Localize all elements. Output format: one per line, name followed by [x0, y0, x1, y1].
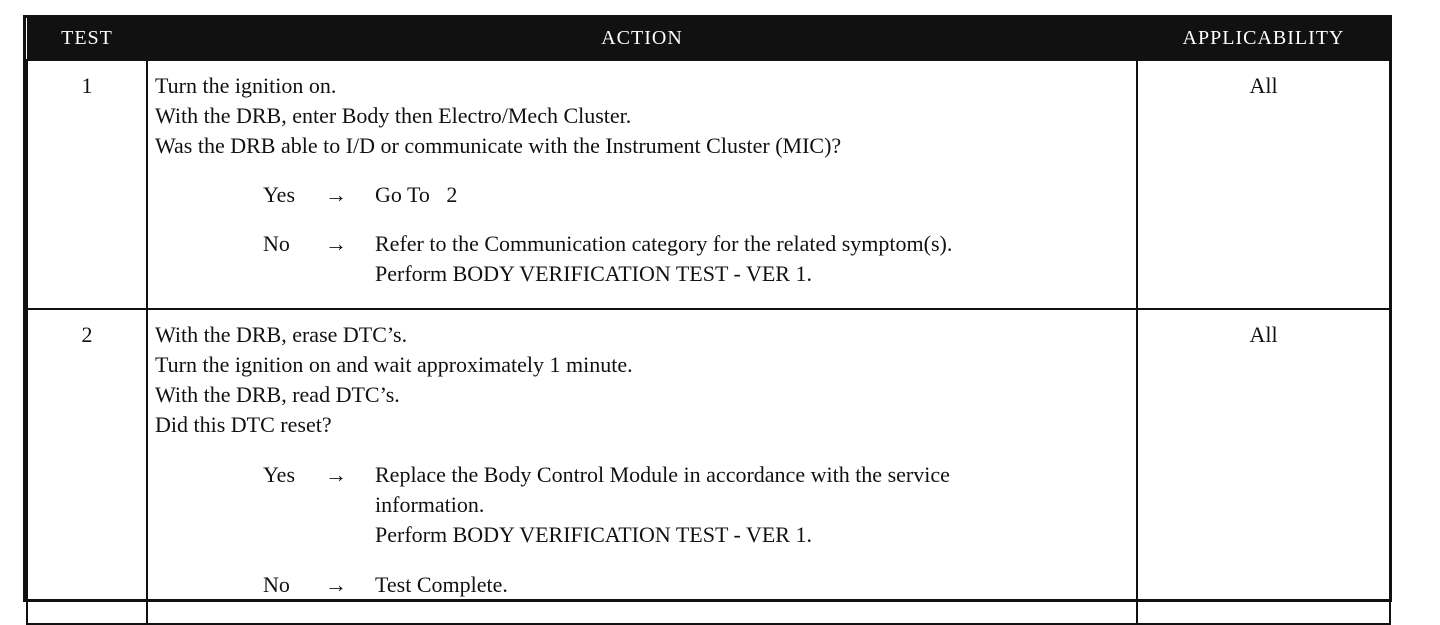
no-result: [375, 229, 952, 289]
result-line: Replace the Body Control Module in accordance with the service: [375, 462, 950, 487]
action-cell: [147, 309, 1137, 624]
table-row: [27, 309, 1390, 624]
arrow-icon: →: [325, 462, 347, 487]
action-line: Turn the ignition on.: [155, 73, 337, 98]
result-line: Perform BODY VERIFICATION TEST - VER 1.: [375, 261, 812, 286]
header-action: ACTION: [147, 18, 1137, 60]
action-line: With the DRB, erase DTC’s.: [155, 322, 408, 347]
no-branch: [155, 570, 1136, 600]
result-line: Go To 2: [375, 182, 458, 207]
action-line: Turn the ignition on and wait approximately 1 minute.: [155, 352, 633, 377]
diagnostic-table: [26, 18, 1391, 625]
arrow-icon: →: [325, 182, 347, 207]
result-line: information.: [375, 492, 485, 517]
table-header-row: [27, 18, 1390, 60]
test-number: 2: [27, 309, 147, 624]
header-applicability: APPLICABILITY: [1137, 18, 1390, 60]
no-label: No: [263, 231, 290, 256]
action-line: Was the DRB able to I/D or communicate with the Instrument Cluster (MIC)?: [155, 133, 842, 158]
action-cell: [147, 60, 1137, 309]
header-test: TEST: [27, 18, 147, 60]
result-line: Perform BODY VERIFICATION TEST - VER 1.: [375, 522, 812, 547]
table-row: [27, 60, 1390, 309]
test-number: 1: [27, 60, 147, 309]
arrow-icon: →: [325, 572, 347, 597]
yes-branch: [155, 180, 1136, 210]
result-line: Refer to the Communication category for the related symptom(s).: [375, 231, 953, 256]
no-label: No: [263, 572, 290, 597]
yes-label: Yes: [263, 182, 296, 207]
yes-label: Yes: [263, 462, 296, 487]
diagnostic-test-table: [23, 15, 1392, 602]
no-result: [375, 570, 508, 600]
arrow-icon: →: [325, 231, 347, 256]
applicability-value: All: [1137, 309, 1390, 624]
applicability-value: All: [1137, 60, 1390, 309]
yes-branch: [155, 460, 1136, 550]
action-line: With the DRB, read DTC’s.: [155, 382, 400, 407]
yes-result: [375, 180, 457, 210]
yes-result: [375, 460, 950, 550]
result-line: Test Complete.: [375, 572, 508, 597]
action-line: With the DRB, enter Body then Electro/Mech Cluster.: [155, 103, 632, 128]
no-branch: [155, 229, 1136, 289]
action-line: Did this DTC reset?: [155, 412, 332, 437]
